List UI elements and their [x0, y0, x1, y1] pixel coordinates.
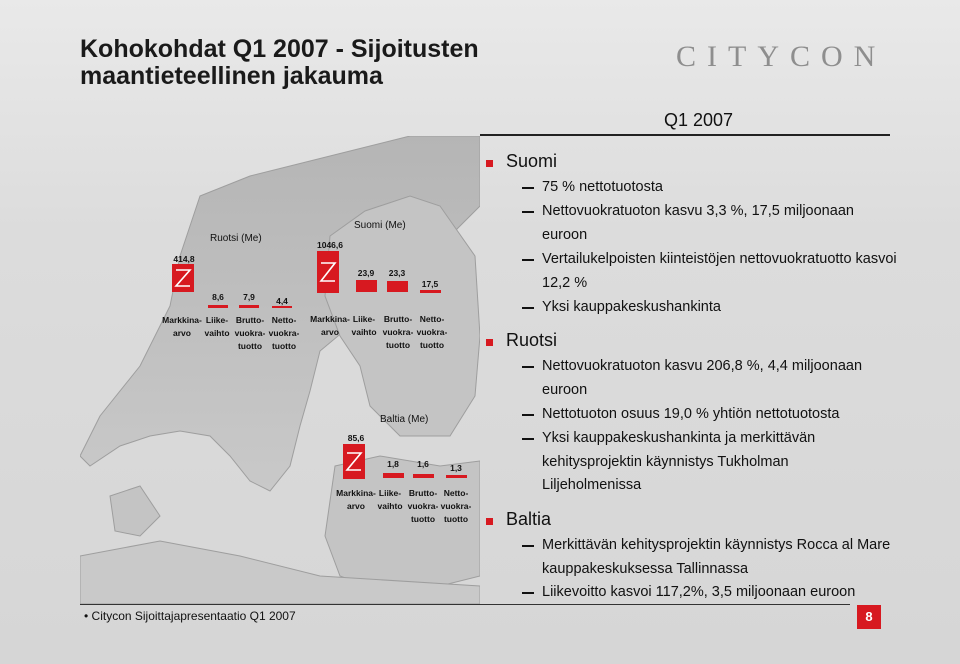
bar — [356, 280, 377, 292]
citycon-z-icon — [317, 251, 339, 293]
value-label: 23,3 — [388, 268, 406, 278]
column-label: Markkina- arvo — [162, 315, 202, 338]
dash-icon — [522, 438, 534, 440]
section-heading: Baltia — [506, 509, 552, 529]
bar — [387, 281, 408, 292]
value-label: 1,6 — [417, 459, 429, 469]
value-label: 17,5 — [421, 279, 439, 289]
list-item: Nettotuoton osuus 19,0 % yhtiön nettotuotosta — [542, 406, 840, 422]
dash-icon — [522, 592, 534, 594]
column-label: Liike- vaihto — [377, 488, 403, 511]
list-item: Nettovuokratuoton kasvu 3,3 %, 17,5 miljoonaan euroon — [542, 203, 854, 243]
bar — [383, 473, 404, 478]
list-item: Nettovuokratuoton kasvu 206,8 %, 4,4 miljoonaan euroon — [542, 358, 863, 398]
column-label: Netto- vuokra- tuotto — [268, 315, 300, 351]
column-label: Brutto- vuokra- tuotto — [407, 488, 439, 524]
citycon-z-icon — [343, 444, 365, 479]
dash-icon — [522, 545, 534, 547]
bullet-icon — [486, 339, 493, 346]
list-item: 75 % nettotuotosta — [542, 179, 663, 195]
value-label: 23,9 — [357, 268, 375, 278]
bar — [239, 305, 259, 308]
value-label: 8,6 — [212, 292, 224, 302]
value-label: 1,8 — [387, 459, 399, 469]
dash-icon — [522, 414, 534, 416]
list-item: Yksi kauppakeskushankinta ja merkittävän kehitysprojektin käynnistys Tukholman Liljeholmenissa — [542, 430, 816, 493]
citycon-logo: CITYCON — [676, 40, 887, 73]
list-item: Yksi kauppakeskushankinta — [542, 299, 721, 315]
panel-title: Suomi (Me) — [354, 220, 406, 231]
denmark-shape — [110, 486, 160, 536]
panel-title: Ruotsi (Me) — [210, 233, 262, 244]
bar — [208, 305, 228, 308]
section-heading: Ruotsi — [506, 330, 558, 350]
column-label: Liike- vaihto — [204, 315, 230, 338]
column-label: Netto- vuokra- tuotto — [440, 488, 472, 524]
column-label: Brutto- vuokra- tuotto — [234, 315, 266, 351]
bar — [420, 290, 441, 293]
list-item: Merkittävän kehitysprojektin käynnistys Rocca al Mare kauppakeskuksessa Tallinnassa — [542, 537, 891, 577]
page-number: 8 — [857, 605, 881, 629]
column-label: Liike- vaihto — [351, 314, 377, 337]
bar — [413, 474, 434, 478]
footer-text: • Citycon Sijoittajapresentaatio Q1 2007 — [84, 609, 296, 623]
dash-icon — [522, 211, 534, 213]
bullet-icon — [486, 160, 493, 167]
value-label: 7,9 — [243, 292, 255, 302]
dash-icon — [522, 187, 534, 189]
panel-title: Baltia (Me) — [380, 414, 429, 425]
column-label: Brutto- vuokra- tuotto — [382, 314, 414, 350]
value-label: 414,8 — [173, 254, 195, 264]
section-heading: Suomi — [506, 151, 558, 171]
value-label: 4,4 — [276, 296, 288, 306]
bullet-icon — [486, 518, 493, 525]
dash-icon — [522, 307, 534, 309]
list-item: Liikevoitto kasvoi 117,2%, 3,5 miljoonaan euroon — [542, 584, 856, 600]
bar — [272, 306, 292, 308]
value-label: 1,3 — [450, 463, 462, 473]
column-label: Markkina- arvo — [336, 488, 376, 511]
citycon-z-icon — [172, 264, 194, 292]
value-label: 1046,6 — [317, 240, 343, 250]
dash-icon — [522, 366, 534, 368]
dash-icon — [522, 259, 534, 261]
period-label: Q1 2007 — [664, 110, 734, 130]
footer-divider — [80, 604, 850, 605]
page-title: Kohokohdat Q1 2007 - Sijoitusten maantieteellinen jakauma — [80, 35, 479, 90]
column-label: Netto- vuokra- tuotto — [416, 314, 448, 350]
column-label: Markkina- arvo — [310, 314, 350, 337]
list-item: Vertailukelpoisten kiinteistöjen nettovuokratuotto kasvoi 12,2 % — [542, 251, 897, 291]
value-label: 85,6 — [347, 433, 365, 443]
bar — [446, 475, 467, 478]
divider — [480, 134, 890, 136]
nordic-map — [80, 136, 480, 604]
